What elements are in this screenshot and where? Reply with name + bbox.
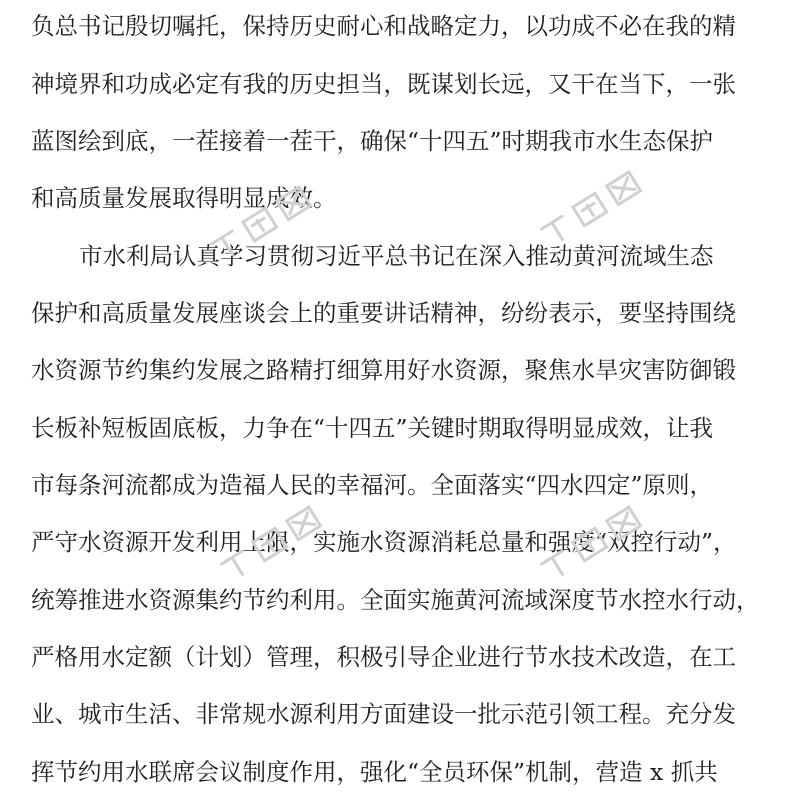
- paragraph-line: 严守水资源开发利用上限，实施水资源消耗总量和强度“双控行动”，: [31, 528, 737, 556]
- paragraph-line: 和高质量发展取得明显成效。: [31, 184, 337, 212]
- paragraph-line: 负总书记殷切嘱托，保持历史耐心和战略定力，以功成不必在我的精: [31, 12, 736, 40]
- paragraph-line: 业、城市生活、非常规水源利用方面建设一批示范引领工程。充分发: [31, 700, 736, 728]
- paragraph-line: 长板补短板固底板，力争在“十四五”关键时期取得明显成效，让我: [31, 414, 714, 442]
- paragraph-line: 统筹推进水资源集约节约利用。全面实施黄河流域深度节水控水行动，: [31, 586, 760, 614]
- paragraph-line: 保护和高质量发展座谈会上的重要讲话精神，纷纷表示，要坚持围绕: [31, 299, 736, 327]
- paragraph-line: 市每条河流都成为造福人民的幸福河。全面落实“四水四定”原则，: [31, 471, 714, 499]
- paragraph-line: 水资源节约集约发展之路精打细算用好水资源，聚焦水旱灾害防御锻: [31, 356, 736, 384]
- paragraph-line: 挥节约用水联席会议制度作用，强化“全员环保”机制，营造 x 抓共: [31, 758, 718, 786]
- paragraph-line: 蓝图绘到底，一茬接着一茬干，确保“十四五”时期我市水生态保护: [31, 127, 714, 155]
- paragraph-line: 神境界和功成必定有我的历史担当，既谋划长远，又干在当下，一张: [31, 70, 736, 98]
- paragraph-line: 严格用水定额（计划）管理，积极引导企业进行节水技术改造，在工: [31, 643, 736, 671]
- paragraph-first-line: 市水利局认真学习贯彻习近平总书记在深入推动黄河流域生态: [79, 242, 714, 270]
